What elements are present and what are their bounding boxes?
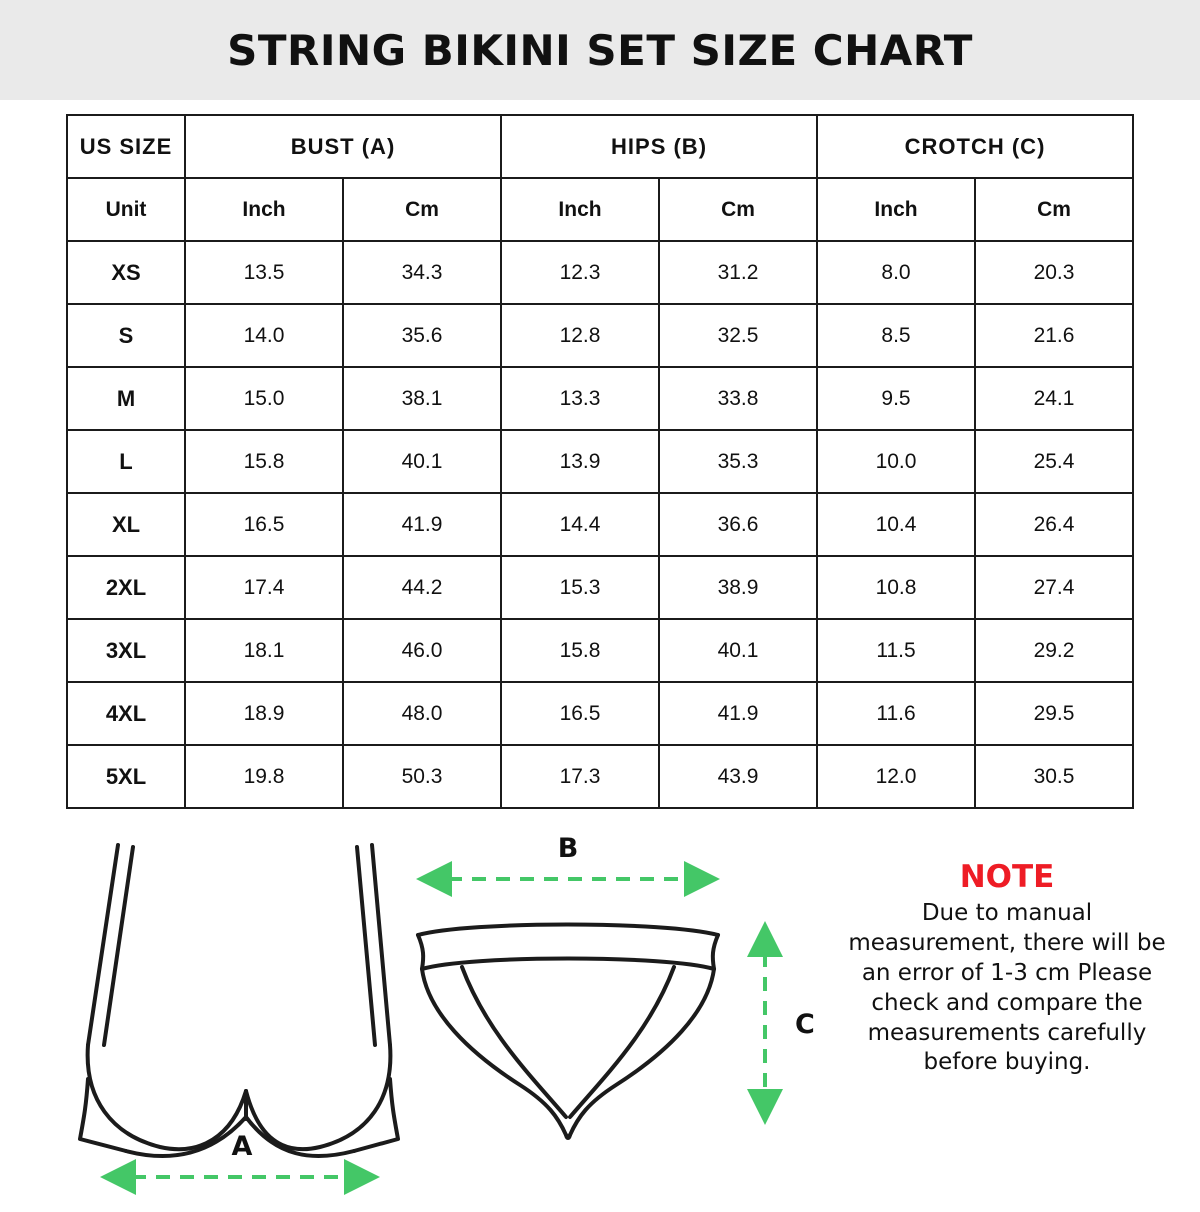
cell-size: XL bbox=[67, 493, 185, 556]
bikini-top-illustration bbox=[80, 845, 398, 1156]
bikini-bottom-illustration bbox=[418, 925, 718, 1139]
header-crotch: CROTCH (C) bbox=[817, 115, 1133, 178]
cell-crotch-inch: 10.0 bbox=[817, 430, 975, 493]
cell-hips-inch: 15.8 bbox=[501, 619, 659, 682]
header-bust-cm: Cm bbox=[343, 178, 501, 241]
cell-hips-cm: 38.9 bbox=[659, 556, 817, 619]
table-row bbox=[67, 430, 1133, 493]
cell-crotch-cm: 29.5 bbox=[975, 682, 1133, 745]
header-unit: Unit bbox=[67, 178, 185, 241]
cell-bust-cm: 44.2 bbox=[343, 556, 501, 619]
header-hips-inch: Inch bbox=[501, 178, 659, 241]
cell-crotch-inch: 9.5 bbox=[817, 367, 975, 430]
page-title: STRING BIKINI SET SIZE CHART bbox=[227, 25, 973, 75]
cell-crotch-inch: 12.0 bbox=[817, 745, 975, 808]
cell-bust-cm: 38.1 bbox=[343, 367, 501, 430]
cell-crotch-cm: 24.1 bbox=[975, 367, 1133, 430]
cell-size: M bbox=[67, 367, 185, 430]
size-table-wrapper bbox=[0, 100, 1200, 809]
cell-crotch-inch: 11.6 bbox=[817, 682, 975, 745]
label-b: B bbox=[557, 833, 579, 864]
cell-crotch-cm: 25.4 bbox=[975, 430, 1133, 493]
label-c: C bbox=[795, 1009, 815, 1040]
cell-size: S bbox=[67, 304, 185, 367]
table-row bbox=[67, 556, 1133, 619]
cell-bust-inch: 16.5 bbox=[185, 493, 343, 556]
cell-crotch-inch: 8.0 bbox=[817, 241, 975, 304]
cell-crotch-inch: 10.4 bbox=[817, 493, 975, 556]
table-row bbox=[67, 619, 1133, 682]
measure-arrow-c bbox=[765, 929, 815, 1117]
cell-bust-cm: 46.0 bbox=[343, 619, 501, 682]
cell-crotch-cm: 26.4 bbox=[975, 493, 1133, 556]
header-bust: BUST (A) bbox=[185, 115, 501, 178]
cell-crotch-inch: 11.5 bbox=[817, 619, 975, 682]
cell-hips-cm: 40.1 bbox=[659, 619, 817, 682]
header-hips: HIPS (B) bbox=[501, 115, 817, 178]
cell-bust-cm: 35.6 bbox=[343, 304, 501, 367]
cell-hips-inch: 12.3 bbox=[501, 241, 659, 304]
table-unit-header-row bbox=[67, 178, 1133, 241]
size-table bbox=[66, 114, 1134, 809]
table-group-header-row bbox=[67, 115, 1133, 178]
cell-hips-inch: 15.3 bbox=[501, 556, 659, 619]
cell-bust-cm: 48.0 bbox=[343, 682, 501, 745]
header-us-size: US SIZE bbox=[67, 115, 185, 178]
table-row bbox=[67, 682, 1133, 745]
label-a: A bbox=[231, 1131, 253, 1162]
cell-hips-inch: 13.9 bbox=[501, 430, 659, 493]
cell-size: 2XL bbox=[67, 556, 185, 619]
cell-bust-inch: 18.1 bbox=[185, 619, 343, 682]
cell-hips-inch: 12.8 bbox=[501, 304, 659, 367]
header-crotch-cm: Cm bbox=[975, 178, 1133, 241]
illustration-area bbox=[0, 817, 1200, 1207]
cell-size: 4XL bbox=[67, 682, 185, 745]
cell-bust-cm: 41.9 bbox=[343, 493, 501, 556]
cell-crotch-cm: 27.4 bbox=[975, 556, 1133, 619]
cell-bust-cm: 50.3 bbox=[343, 745, 501, 808]
cell-hips-inch: 17.3 bbox=[501, 745, 659, 808]
measure-arrow-b bbox=[424, 833, 712, 879]
cell-bust-inch: 15.8 bbox=[185, 430, 343, 493]
title-bar bbox=[0, 0, 1200, 100]
cell-crotch-inch: 8.5 bbox=[817, 304, 975, 367]
table-row bbox=[67, 304, 1133, 367]
cell-crotch-cm: 29.2 bbox=[975, 619, 1133, 682]
note-block bbox=[842, 859, 1172, 1078]
table-row bbox=[67, 493, 1133, 556]
cell-hips-cm: 31.2 bbox=[659, 241, 817, 304]
cell-bust-inch: 13.5 bbox=[185, 241, 343, 304]
cell-crotch-inch: 10.8 bbox=[817, 556, 975, 619]
note-title: NOTE bbox=[959, 859, 1055, 895]
cell-hips-inch: 16.5 bbox=[501, 682, 659, 745]
cell-size: L bbox=[67, 430, 185, 493]
table-row bbox=[67, 745, 1133, 808]
header-hips-cm: Cm bbox=[659, 178, 817, 241]
header-bust-inch: Inch bbox=[185, 178, 343, 241]
cell-bust-inch: 17.4 bbox=[185, 556, 343, 619]
cell-hips-cm: 36.6 bbox=[659, 493, 817, 556]
cell-bust-cm: 34.3 bbox=[343, 241, 501, 304]
cell-size: XS bbox=[67, 241, 185, 304]
note-text: Due to manual measurement, there will be an error of 1-3 cm Please check and compare the measurements carefully before buying. bbox=[848, 900, 1166, 1076]
cell-crotch-cm: 20.3 bbox=[975, 241, 1133, 304]
cell-hips-inch: 14.4 bbox=[501, 493, 659, 556]
cell-bust-inch: 14.0 bbox=[185, 304, 343, 367]
cell-hips-cm: 43.9 bbox=[659, 745, 817, 808]
header-crotch-inch: Inch bbox=[817, 178, 975, 241]
cell-bust-inch: 19.8 bbox=[185, 745, 343, 808]
cell-crotch-cm: 21.6 bbox=[975, 304, 1133, 367]
cell-crotch-cm: 30.5 bbox=[975, 745, 1133, 808]
cell-bust-inch: 15.0 bbox=[185, 367, 343, 430]
cell-hips-cm: 41.9 bbox=[659, 682, 817, 745]
cell-size: 3XL bbox=[67, 619, 185, 682]
cell-hips-cm: 35.3 bbox=[659, 430, 817, 493]
cell-bust-inch: 18.9 bbox=[185, 682, 343, 745]
cell-bust-cm: 40.1 bbox=[343, 430, 501, 493]
cell-hips-cm: 32.5 bbox=[659, 304, 817, 367]
cell-hips-cm: 33.8 bbox=[659, 367, 817, 430]
table-row bbox=[67, 367, 1133, 430]
table-row bbox=[67, 241, 1133, 304]
cell-size: 5XL bbox=[67, 745, 185, 808]
cell-hips-inch: 13.3 bbox=[501, 367, 659, 430]
